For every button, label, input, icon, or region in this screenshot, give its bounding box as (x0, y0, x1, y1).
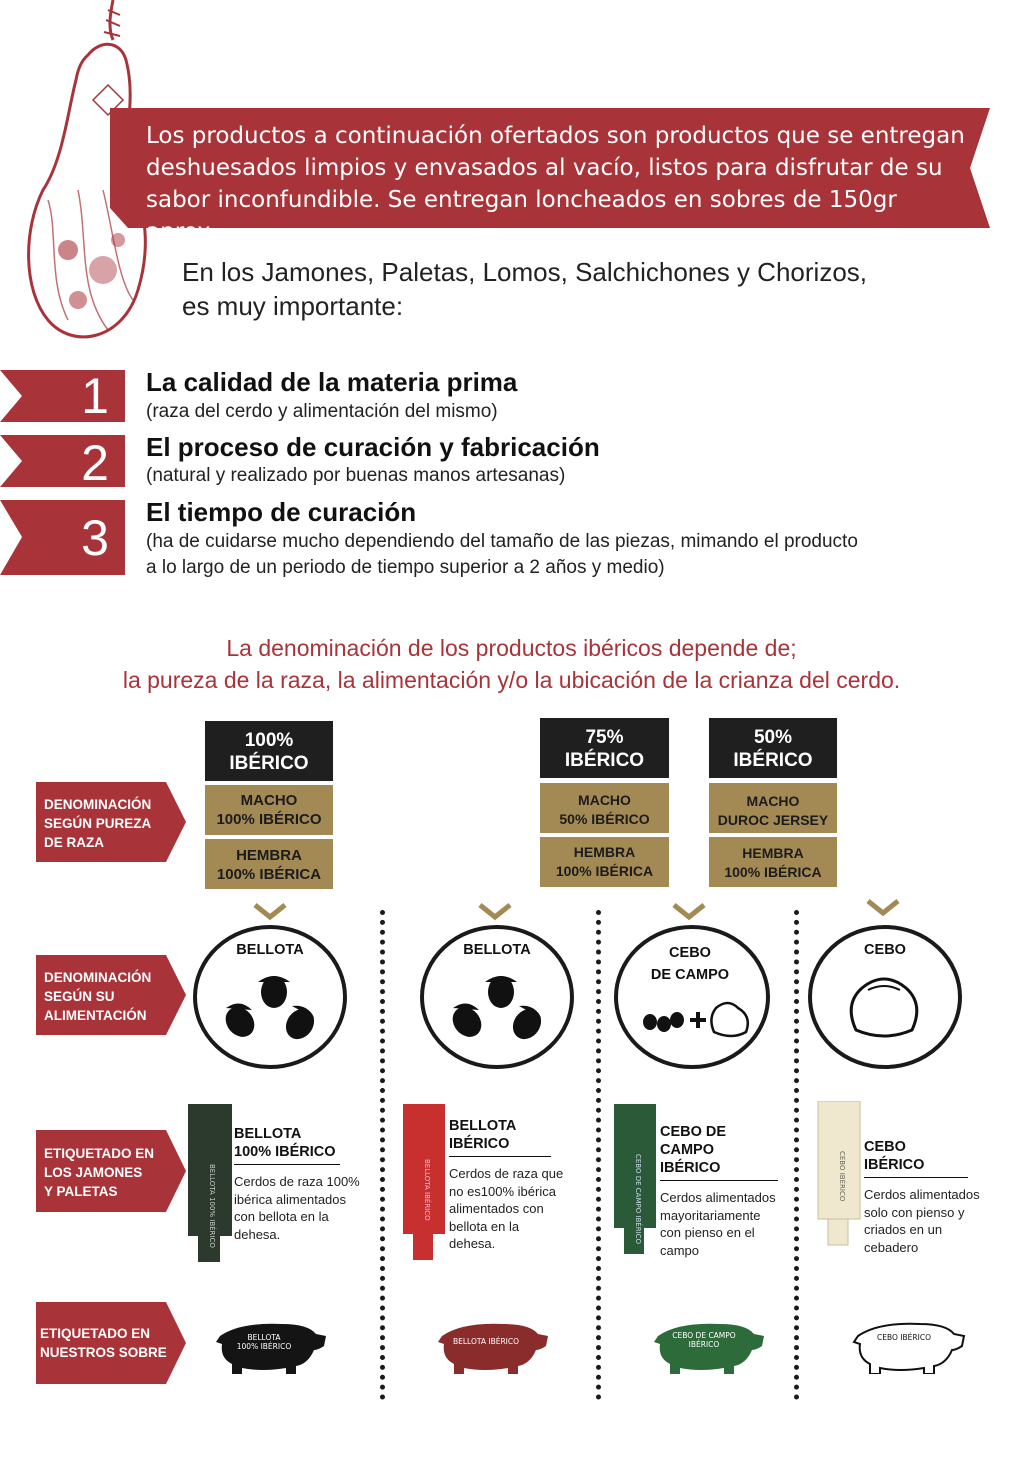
purity-female-label: HEMBRA (236, 847, 302, 864)
label-card-title-line: CEBO IBÉRICO (864, 1139, 925, 1173)
ham-tag-3 (612, 1104, 658, 1256)
denomination-subtitle (0, 632, 1023, 696)
row-label-line: LOS JAMONES (44, 1165, 143, 1180)
ham-tag-4-text: CEBO IBÉRICO (838, 1151, 846, 1202)
purity-breed: IBÉRICO (564, 750, 645, 771)
pig-3-text-2: IBÉRICO (688, 1340, 720, 1349)
purity-female-100 (205, 839, 333, 889)
pig-3-text-1: CEBO DE CAMPO (672, 1331, 736, 1340)
purity-male-breed: 100% IBÉRICO (216, 811, 322, 828)
feed-caption-3 (615, 942, 765, 986)
desc-line: Cerdos alimentados (864, 1187, 980, 1202)
purity-female-50 (709, 837, 837, 887)
purity-header-75 (540, 718, 669, 778)
purity-male-label: MACHO (578, 792, 631, 808)
purity-male-50 (709, 783, 837, 833)
row-label-line: Y PALETAS (44, 1184, 118, 1199)
purity-male-breed: DUROC JERSEY (717, 812, 829, 828)
label-card-title-line: 100% IBÉRICO (234, 1144, 336, 1160)
desc-line: solo con pienso y (864, 1204, 965, 1220)
point-3-number: 3 (81, 510, 109, 566)
feed-caption-1 (195, 939, 345, 961)
purity-breed: IBÉRICO (229, 753, 309, 774)
desc-line: dehesa. (449, 1236, 496, 1251)
purity-male-100 (205, 785, 333, 835)
desc-line: no es100% ibérica (449, 1183, 556, 1199)
label-card-2 (449, 1117, 584, 1253)
desc-line: alimentados con (449, 1201, 544, 1216)
pig-1-text-2: 100% IBÉRICO (236, 1342, 292, 1351)
pig-icon (648, 1318, 766, 1374)
pig-1-text-1: BELLOTA (247, 1333, 281, 1342)
point-2-title: El proceso de curación y fabricación (146, 432, 600, 462)
purity-male-75 (540, 783, 669, 833)
label-card-title-line: CEBO DE (660, 1124, 727, 1140)
ham-tag-1-text: BELLOTA 100% IBÉRICO (208, 1164, 216, 1248)
feed-caption-4 (810, 939, 960, 961)
desc-line: ibérica alimentados (234, 1191, 347, 1207)
label-card-title (234, 1125, 340, 1165)
intro-line-1: En los Jamones, Paletas, Lomos, Salchichones y Chorizos, (182, 257, 868, 287)
column-divider (380, 910, 385, 1400)
feed-caption-2 (422, 939, 572, 961)
row-label-line: ETIQUETADO EN (44, 1146, 155, 1161)
purity-percent: 50% (753, 727, 793, 748)
desc-line: Cerdos alimentados (660, 1190, 776, 1205)
purity-breed: IBÉRICO (733, 750, 813, 771)
chevron-down-icon (253, 903, 287, 921)
desc-line: con bellota en la (234, 1209, 329, 1224)
point-3-title: El tiempo de curación (146, 497, 417, 527)
feed-caption-line: CEBO (669, 945, 711, 961)
purity-female-75 (540, 837, 669, 887)
label-card-title (660, 1123, 778, 1181)
row-label-line: SEGÚN PUREZA (44, 816, 152, 831)
purity-percent: 100% (244, 730, 294, 751)
row-label-packs (40, 1324, 167, 1362)
desc-line: dehesa. (234, 1226, 281, 1242)
chevron-down-icon (866, 899, 900, 917)
column-divider (794, 910, 799, 1400)
purity-female-breed: 100% IBÉRICA (216, 866, 322, 883)
label-card-title-line: CAMPO IBÉRICO (660, 1142, 721, 1176)
label-card-title-line: BELLOTA (449, 1118, 517, 1134)
pig-icon (432, 1318, 550, 1374)
purity-female-label: HEMBRA (573, 844, 636, 860)
point-2-number: 2 (81, 435, 109, 491)
label-card-title (864, 1138, 968, 1178)
intro-text (182, 255, 867, 323)
point-2-sub: (natural y realizado por buenas manos artesanas) (146, 465, 566, 486)
feed-caption-line: BELLOTA (463, 942, 531, 958)
row-label-tags (44, 1144, 154, 1201)
intro-banner-text: Los productos a continuación ofertados son productos que se entregan deshuesados limpios y envasados al vacío, listos para disfrutar de su sabor inconfundible. Se entregan loncheados en sobres de 150gr aprox. (146, 123, 965, 245)
label-card-title (449, 1117, 551, 1157)
desc-line: con pienso en el (660, 1225, 755, 1240)
purity-male-label: MACHO (240, 792, 298, 809)
ham-tag-1 (186, 1104, 234, 1264)
label-card-desc (234, 1173, 374, 1243)
desc-line: Cerdos de raza 100% (234, 1174, 360, 1189)
point-3-sub-2: a lo largo de un periodo de tiempo superior a 2 años y medio) (146, 557, 665, 578)
desc-line: criados en un (864, 1222, 943, 1237)
label-card-3 (660, 1123, 790, 1259)
pig-icon (210, 1318, 328, 1374)
denomination-line-1: La denominación de los productos ibéricos depende de; (226, 635, 797, 661)
desc-line: campo (660, 1242, 700, 1258)
row-label-line: ETIQUETADO EN (40, 1326, 151, 1341)
pig-2-text-1: BELLOTA IBÉRICO (452, 1337, 520, 1346)
feed-caption-line: CEBO (864, 942, 906, 958)
label-card-desc (864, 1186, 999, 1256)
intro-line-2: es muy importante: (182, 291, 404, 321)
ham-tag-2 (401, 1104, 447, 1262)
row-label-line: SEGÚN SU (44, 989, 115, 1004)
row-label-line: NUESTROS SOBRE (40, 1345, 167, 1360)
point-1-title: La calidad de la materia prima (146, 367, 518, 397)
purity-header-100 (205, 721, 333, 781)
ham-tag-4 (816, 1101, 862, 1247)
purity-percent: 75% (585, 727, 624, 748)
point-3-sub-1: (ha de cuidarse mucho dependiendo del tamaño de las piezas, mimando el producto (146, 531, 858, 552)
row-label-line: DENOMINACIÓN (44, 797, 152, 812)
purity-male-breed: 50% IBÉRICO (559, 811, 650, 827)
pig-4-text-1: CEBO IBÉRICO (877, 1333, 931, 1342)
ham-tag-2-text: BELLOTA IBÉRICO (423, 1159, 431, 1221)
point-1-sub: (raza del cerdo y alimentación del mismo) (146, 401, 498, 422)
row-label-line: DE RAZA (44, 835, 104, 850)
row-label-purity (44, 795, 151, 852)
purity-header-50 (709, 718, 837, 778)
purity-female-breed: 100% IBÉRICA (724, 864, 822, 880)
column-divider (596, 910, 601, 1400)
ham-tag-3-text: CEBO DE CAMPO IBÉRICO (634, 1154, 642, 1245)
desc-line: Cerdos de raza que (449, 1166, 564, 1181)
row-label-line: DENOMINACIÓN (44, 970, 152, 985)
label-card-title-line: BELLOTA (234, 1126, 302, 1142)
label-card-4 (864, 1138, 999, 1256)
purity-female-label: HEMBRA (742, 845, 804, 861)
point-1-number: 1 (81, 368, 109, 424)
desc-line: bellota en la (449, 1218, 520, 1234)
denomination-line-2: la pureza de la raza, la alimentación y/o la ubicación de la crianza del cerdo. (122, 667, 901, 693)
pig-icon (848, 1318, 966, 1374)
label-card-1 (234, 1125, 374, 1243)
feed-caption-line: BELLOTA (236, 942, 304, 958)
label-card-title-line: IBÉRICO (449, 1136, 510, 1152)
chevron-down-icon (478, 903, 512, 921)
purity-female-breed: 100% IBÉRICA (555, 863, 654, 879)
row-label-line: ALIMENTACIÓN (44, 1008, 147, 1023)
label-card-desc (449, 1165, 584, 1253)
chevron-down-icon (672, 903, 706, 921)
desc-line: cebadero (864, 1239, 919, 1255)
label-card-desc (660, 1189, 790, 1259)
purity-male-label: MACHO (746, 793, 800, 809)
feed-caption-line: DE CAMPO (650, 967, 730, 983)
row-label-feed (44, 968, 151, 1025)
desc-line: mayoritariamente (660, 1207, 761, 1223)
